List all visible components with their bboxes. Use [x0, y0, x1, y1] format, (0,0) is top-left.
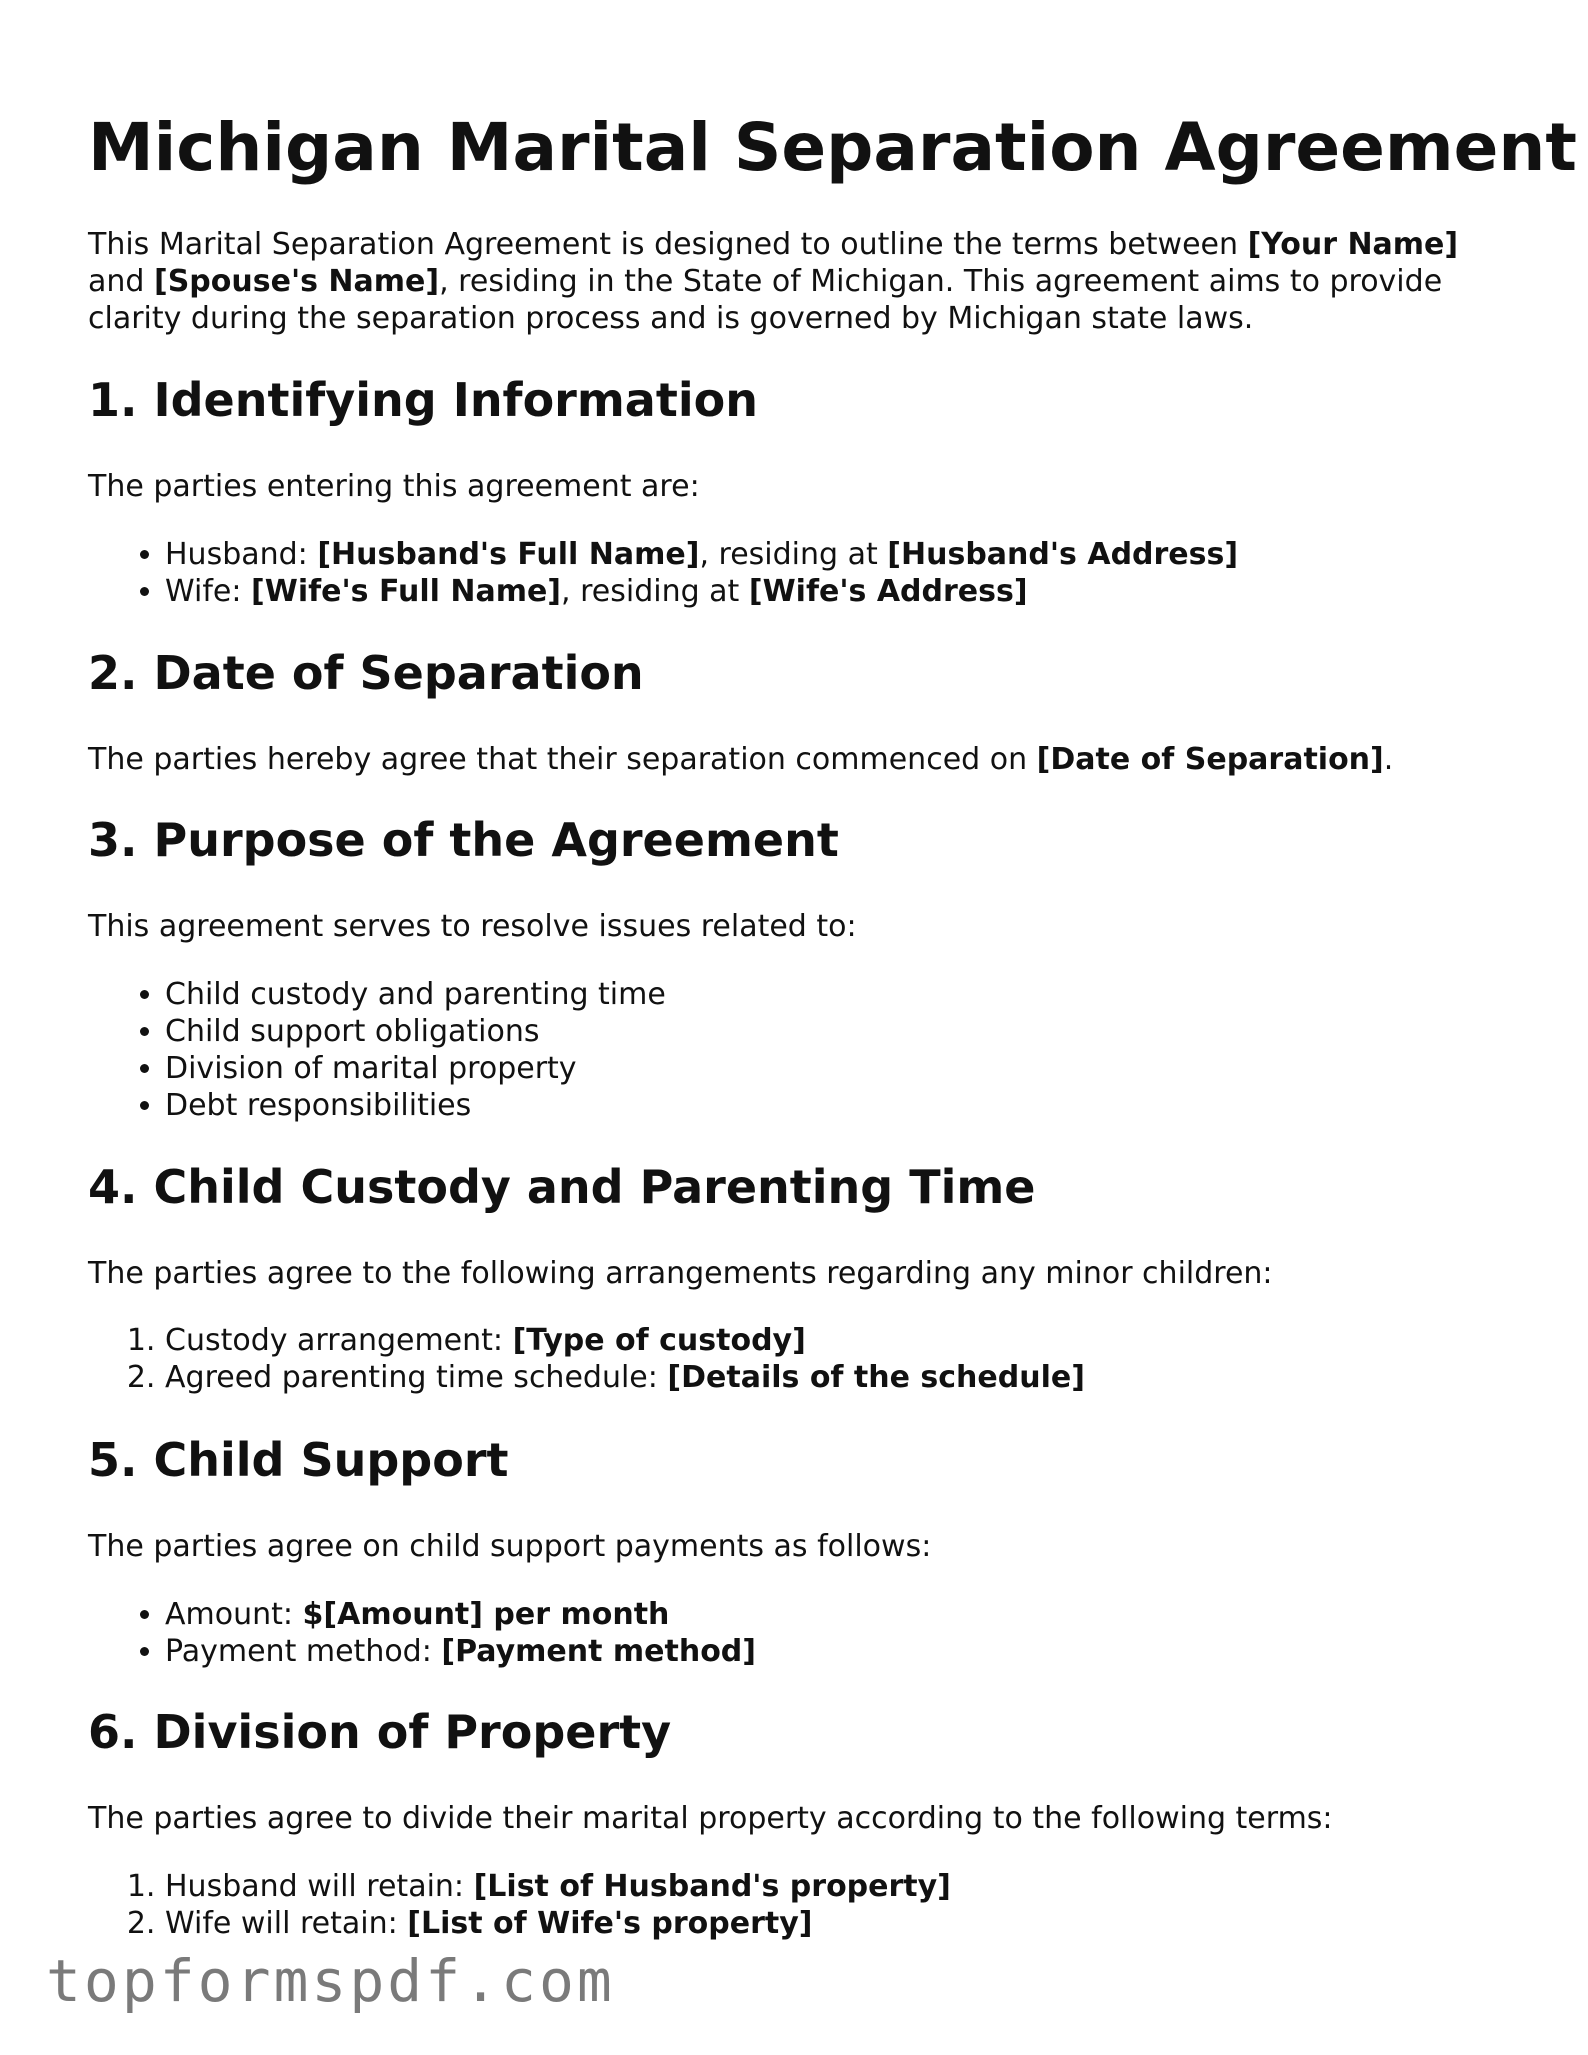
list-item: • Amount: $[Amount] per month: [165, 1596, 756, 1633]
parties-list: [88, 536, 1238, 610]
husband-name-placeholder: [Husband's Full Name]: [317, 537, 700, 572]
purpose-list: [88, 976, 666, 1124]
schedule-details-placeholder: [Details of the schedule]: [667, 1360, 1085, 1395]
list-item: • Child custody and parenting time: [165, 976, 666, 1013]
your-name-placeholder: [Your Name]: [1247, 227, 1459, 262]
section-heading-identifying-information: 1. Identifying Information: [88, 373, 758, 427]
wife-property-placeholder: [List of Wife's property]: [407, 1906, 813, 1941]
list-item-husband: • Husband: [Husband's Full Name], residing at [Husband's Address]: [165, 536, 1238, 573]
intro-text-3: , residing in the State of Michigan. This agreement aims to provide clarity during the separation process and is governed by Michigan state laws.: [88, 264, 1443, 336]
list-item: • Payment method: [Payment method]: [165, 1633, 756, 1670]
husband-address-placeholder: [Husband's Address]: [887, 537, 1239, 572]
list-item: • Debt responsibilities: [165, 1087, 666, 1124]
intro-paragraph: [88, 226, 1508, 337]
amount-placeholder: $[Amount] per month: [302, 1597, 670, 1632]
document-title: Michigan Marital Separation Agreement: [88, 109, 1577, 186]
list-item-wife: • Wife: [Wife's Full Name], residing at [Wife's Address]: [165, 573, 1238, 610]
custody-type-placeholder: [Type of custody]: [512, 1323, 806, 1358]
property-list: [88, 1868, 951, 1942]
section-6-lead: The parties agree to divide their marital property according to the following terms:: [88, 1801, 1333, 1836]
list-item: 2. Agreed parenting time schedule: [Details of the schedule]: [165, 1359, 1085, 1396]
section-heading-date-of-separation: 2. Date of Separation: [88, 646, 644, 700]
section-5-lead: The parties agree on child support payments as follows:: [88, 1529, 932, 1564]
payment-method-placeholder: [Payment method]: [441, 1634, 756, 1669]
section-heading-purpose: 3. Purpose of the Agreement: [88, 813, 839, 867]
section-heading-division-of-property: 6. Division of Property: [88, 1705, 672, 1759]
list-item: 1. Husband will retain: [List of Husband's property]: [165, 1868, 951, 1905]
section-heading-child-custody: 4. Child Custody and Parenting Time: [88, 1160, 1036, 1214]
section-2-text: The parties hereby agree that their separation commenced on [Date of Separation].: [88, 742, 1394, 777]
husband-property-placeholder: [List of Husband's property]: [473, 1869, 951, 1904]
list-item: • Child support obligations: [165, 1013, 666, 1050]
list-item: 2. Wife will retain: [List of Wife's property]: [165, 1905, 951, 1942]
wife-address-placeholder: [Wife's Address]: [748, 574, 1028, 609]
section-1-lead: The parties entering this agreement are:: [88, 469, 700, 504]
list-item: 1. Custody arrangement: [Type of custody]: [165, 1322, 1085, 1359]
intro-text-1: This Marital Separation Agreement is designed to outline the terms between: [88, 227, 1248, 262]
section-4-lead: The parties agree to the following arrangements regarding any minor children:: [88, 1256, 1273, 1291]
list-item: • Division of marital property: [165, 1050, 666, 1087]
spouse-name-placeholder: [Spouse's Name]: [153, 264, 440, 299]
support-list: [88, 1596, 756, 1670]
section-3-lead: This agreement serves to resolve issues related to:: [88, 909, 857, 944]
intro-text-2: and: [88, 264, 154, 299]
date-of-separation-placeholder: [Date of Separation]: [1036, 742, 1384, 777]
section-heading-child-support: 5. Child Support: [88, 1433, 509, 1487]
wife-name-placeholder: [Wife's Full Name]: [251, 574, 562, 609]
watermark-text: topformspdf.com: [46, 1947, 615, 2015]
custody-list: [88, 1322, 1085, 1396]
